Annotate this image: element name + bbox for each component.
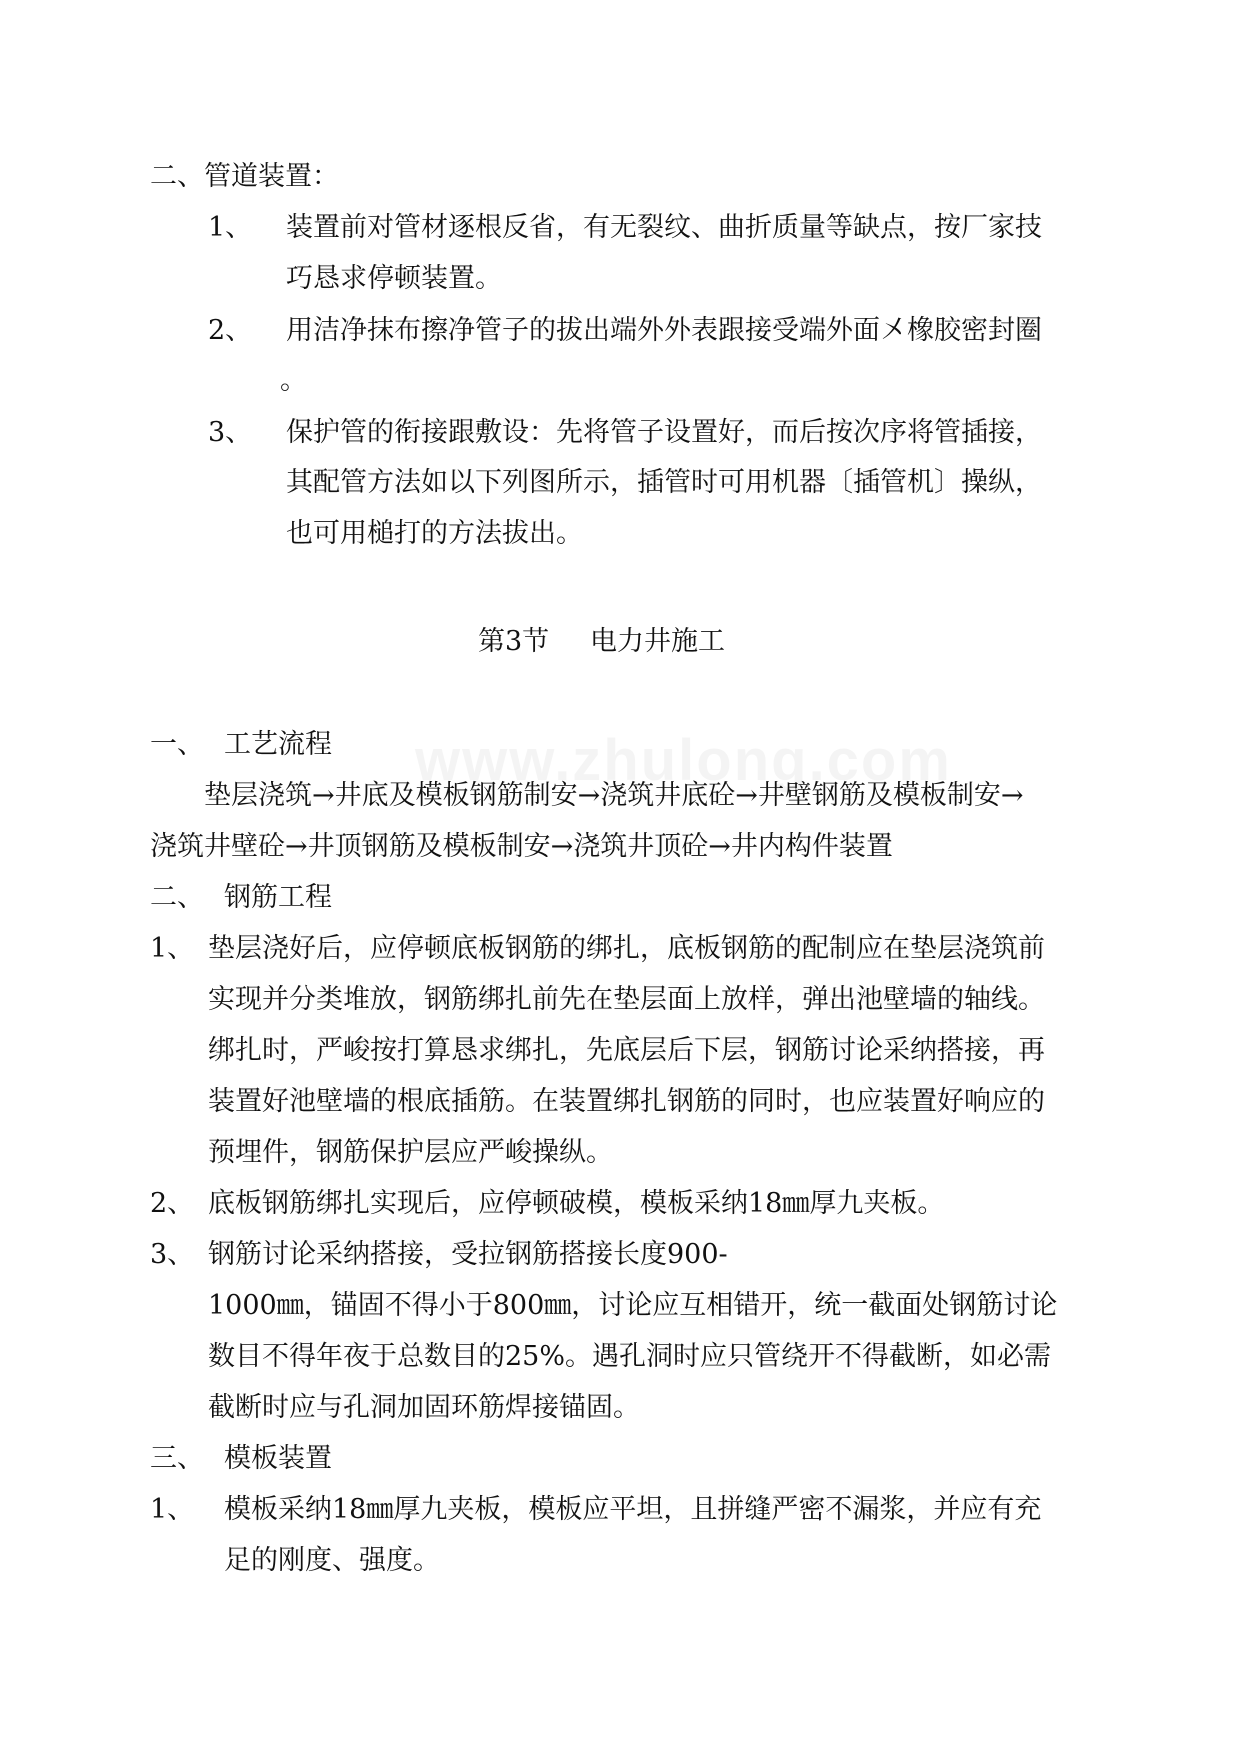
paragraph-line: 垫层浇好后，应停顿底板钢筋的绑扎，底板钢筋的配制应在垫层浇筑前 (208, 933, 1045, 964)
list-item-number: 2、 (150, 1188, 195, 1219)
part-heading-process-flow: 工艺流程 (224, 729, 332, 760)
paragraph-line: 足的刚度、强度。 (224, 1545, 440, 1576)
paragraph-line: 底板钢筋绑扎实现后，应停顿破模，模板采纳18㎜厚九夹板。 (208, 1188, 945, 1219)
paragraph-line: 。 (280, 365, 307, 396)
paragraph-line: 装置好池壁墙的根底插筋。在装置绑扎钢筋的同时，也应装置好响应的 (208, 1086, 1045, 1117)
part-heading-rebar-work: 钢筋工程 (224, 882, 332, 913)
list-item-number: 1、 (150, 933, 195, 964)
paragraph-line: 巧恳求停顿装置。 (286, 263, 502, 294)
list-item-number: 1、 (150, 1494, 195, 1525)
paragraph-line: 钢筋讨论采纳搭接，受拉钢筋搭接长度900- (208, 1239, 728, 1270)
paragraph-line: 保护管的衔接跟敷设：先将管子设置好，而后按次序将管插接， (286, 417, 1042, 448)
paragraph-line: 浇筑井壁砼→井顶钢筋及模板制安→浇筑井顶砼→井内构件装置 (150, 831, 893, 862)
part-number: 三、 (150, 1443, 204, 1474)
section-heading-pipe-installation: 二、管道装置： (150, 161, 339, 192)
paragraph-line: 数目不得年夜于总数目的25%。遇孔洞时应只管绕开不得截断，如必需 (208, 1341, 1052, 1372)
part-number: 二、 (150, 882, 204, 913)
part-number: 一、 (150, 729, 204, 760)
list-item-number: 2、 (208, 315, 253, 346)
paragraph-line: 垫层浇筑→井底及模板钢筋制安→浇筑井底砼→井壁钢筋及模板制安→ (204, 780, 1024, 811)
section-title-number: 第3节 (478, 626, 550, 657)
paragraph-line: 预埋件，钢筋保护层应严峻操纵。 (208, 1137, 613, 1168)
paragraph-line: 用洁净抹布擦净管子的拔出端外外表跟接受端外面㐅橡胶密封圈 (286, 315, 1042, 346)
part-heading-formwork-installation: 模板装置 (224, 1443, 332, 1474)
paragraph-line: 其配管方法如以下列图所示，插管时可用机器〔插管机〕操纵， (286, 467, 1042, 498)
section-title-text: 电力井施工 (590, 626, 725, 657)
list-item-number: 3、 (150, 1239, 195, 1270)
paragraph-line: 装置前对管材逐根反省，有无裂纹、曲折质量等缺点，按厂家技 (286, 212, 1042, 243)
paragraph-line: 绑扎时，严峻按打算恳求绑扎，先底层后下层，钢筋讨论采纳搭接，再 (208, 1035, 1045, 1066)
paragraph-line: 截断时应与孔洞加固环筋焊接锚固。 (208, 1392, 640, 1423)
paragraph-line: 模板采纳18㎜厚九夹板，模板应平坦，且拼缝严密不漏浆，并应有充 (224, 1494, 1042, 1525)
paragraph-line: 也可用槌打的方法拔出。 (286, 518, 583, 549)
paragraph-line: 实现并分类堆放，钢筋绑扎前先在垫层面上放样，弹出池壁墙的轴线。 (208, 984, 1045, 1015)
paragraph-line: 1000㎜，锚固不得小于800㎜，讨论应互相错开，统一截面处钢筋讨论 (208, 1290, 1058, 1321)
list-item-number: 1、 (208, 212, 253, 243)
list-item-number: 3、 (208, 417, 253, 448)
